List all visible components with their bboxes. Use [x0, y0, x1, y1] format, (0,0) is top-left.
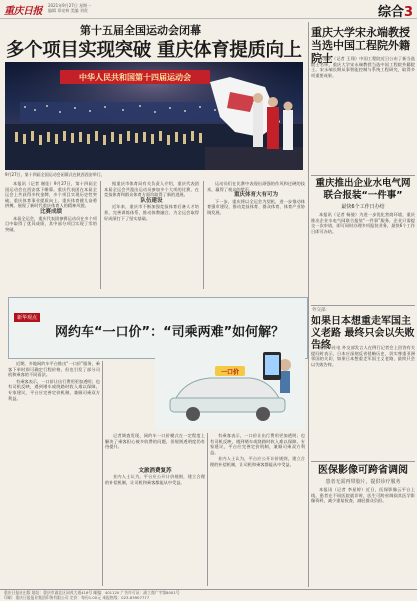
feature-column-2: [105, 433, 205, 463]
page-number: 3: [403, 5, 413, 20]
right-story-2: [311, 212, 415, 304]
lead-kicker: 第十五届全国运动会闭幕: [80, 24, 201, 37]
issue-date: 2021年9月27日 星期一: [48, 3, 92, 8]
right-headline-4: 医保影像可跨省调阅: [318, 465, 408, 476]
taxi-illustration: [155, 340, 305, 430]
right-story-1: [311, 56, 415, 174]
lead-subhead: 比赛成绩: [39, 208, 62, 215]
section-label: 综合3: [377, 5, 413, 20]
feature-paragraph: 业内人士认为，平台应公开计价规则，建立合理的补偿机制，让司机和乘客都能从中受益。: [210, 456, 305, 467]
feature-headline: 网约车“一口价”：“司乘两难”如何解？: [55, 325, 285, 340]
lead-column-1: [5, 181, 97, 289]
right-headline-1: 重庆大学宋永端教授当选中国工程院外籍院士: [311, 26, 410, 65]
lead-paragraph: 本届全运会，重庆代表团参赛运动员在多个项目中取得了优异成绩，其中部分项目实现了零的突破。: [5, 215, 97, 232]
right-story-4: [311, 487, 415, 585]
feature-column-3: [105, 474, 205, 586]
lead-paragraph: 据重庆市体育局有关负责人介绍，重庆代表团本届全运会共派出运动员参加多个大项的比赛，在竞技体育和群众体育方面均取得了新的进展。: [104, 181, 199, 198]
right-column-divider: [308, 22, 309, 587]
photo-caption: 9月27日，第十四届全国运动会闭幕式在陕西西安举行。: [5, 172, 105, 177]
story-divider: [311, 175, 415, 176]
lead-paragraph: 近年来，重庆市不断加强竞技体育后备人才培养，完善训练体系，推动体教融合，为全运会取得好成绩打下了坚实基础。: [104, 204, 199, 221]
lead-paragraph: 下一步，重庆将以全运会为契机，进一步推动体育强市建设，推动竞技体育、群众体育、体育产业协调发展。: [207, 198, 305, 215]
right-subheadline-4: 患者无需再带胶片，提供诊疗服务: [325, 479, 401, 485]
feature-column-4: [210, 433, 305, 586]
column-divider: [203, 181, 204, 289]
feature-column-1: [8, 361, 100, 586]
feature-paragraph: 业内人士认为，平台应公开计价规则，建立合理的补偿机制，让司机和乘客都能从中受益。: [105, 474, 205, 485]
right-paragraph: 本报讯（记者 李星婷）近日，医保影像云平台上线，患者在不同医院就诊时，医生可跨省调阅其医学影像资料，减少重复检查，减轻群众负担。: [311, 487, 415, 504]
story-divider: [311, 461, 415, 462]
lead-headline: 多个项目实现突破 重庆体育提质向上: [6, 40, 302, 61]
feature-paragraph: 有乘客表示，一口价让出行费用更加透明；也有司机反映，遇到堵车或绕路时收入难以保障。专家建议，平台应完善定价机制，兼顾司乘双方利益。: [8, 378, 100, 401]
feature-subhead: 文旅消费复苏: [138, 468, 172, 474]
right-paragraph: 本报讯（记者 杨骏）为进一步优化营商环境，重庆推出企业水电气网联合报装“一件事”服务，企业只需提交一次申请，即可同时办理多项报装业务，最快6个工作日即可办结。: [311, 212, 415, 234]
ceremony-illustration: [5, 62, 303, 170]
lead-subhead: 队伍建设: [140, 197, 163, 204]
column-divider: [100, 181, 101, 289]
feature-paragraph: 近期，多地网约车平台推出“一口价”服务，乘客下单时即可确定行程价格，但也引发了部分司机和乘客的不同看法。: [8, 361, 100, 378]
footer-line: 印刷：重庆日报报业集团印务有限公司 定价：每份1.00元 本报热线：023-63907777: [4, 595, 150, 600]
right-headline-2: 重庆推出企业水电气网联合报装“一件事”: [315, 178, 411, 201]
right-headline-3: 如果日本想重走军国主义老路 最终只会以失败告终: [311, 316, 415, 351]
feature-paragraph: 有乘客表示，一口价让出行费用更加透明；也有司机反映，遇到堵车或绕路时收入难以保障。专家建议，平台应完善定价机制，兼顾司乘双方利益。: [210, 433, 305, 455]
feature-tag: 新华观点: [14, 313, 40, 322]
story-divider: [311, 305, 415, 306]
right-subheadline-2: 最快6个工作日办结: [341, 204, 385, 210]
lead-subhead: 重庆体育大有可为: [233, 192, 278, 199]
right-label-3: 外交部：: [312, 308, 330, 313]
lead-paragraph: 本报讯（记者 谢佳）9月27日，第十四届全国运动会在西安落下帷幕。重庆代表团在本届全运会上共获得多枚金牌，多个项目实现历史性突破，重庆体育事业提质向上。重庆体育健儿奋勇拼搏，展现了新时代重庆体育人的精神风貌。: [5, 181, 97, 209]
footer: [0, 589, 417, 601]
newspaper-logo: 重庆日报: [4, 6, 42, 17]
lead-column-3: [207, 181, 305, 289]
right-paragraph: 本报讯（记者 王翔）中国工程院近日公布了新当选院士名单，重庆大学宋永端教授当选中国工程院外籍院士。宋永端长期从事智能控制与系统工程研究，取得多项重要成果。: [311, 56, 415, 78]
feature-paragraph: 记者调查发现，网约车一口价模式在一定程度上解决了乘客担心被多收费的问题，但规则透明度仍有待提升。: [105, 433, 205, 450]
right-story-3: [311, 345, 415, 460]
ill-label: 一口价: [220, 369, 240, 376]
sign-text: 中华人民共和国第十四届运动会: [79, 73, 191, 82]
feature-illustration: [155, 340, 305, 430]
lead-column-2: [104, 181, 199, 289]
column-divider: [102, 361, 103, 586]
footer-line: 重庆日报社出版 地址：重庆市渝北区同茂大道416号 邮编：401120 广告许可证：渝工商广字第8001号: [4, 590, 180, 595]
column-divider: [207, 433, 208, 586]
issue-editors: 编辑 邓亮林 美编 刘贵: [48, 8, 88, 13]
lead-paragraph: 运动员们在比赛中表现出顽强的作风和过硬的技术，赢得了观众的掌声。: [207, 181, 305, 192]
issue-info: [48, 3, 138, 13]
right-paragraph: 据新华社电 外交部发言人在例行记者会上回答有关提问时表示，日本应深刻反省侵略历史，切实尊重亚洲邻国的关切，如果日本想重走军国主义老路，最终只会以失败告终。: [311, 345, 415, 367]
lead-photo: [5, 62, 303, 170]
